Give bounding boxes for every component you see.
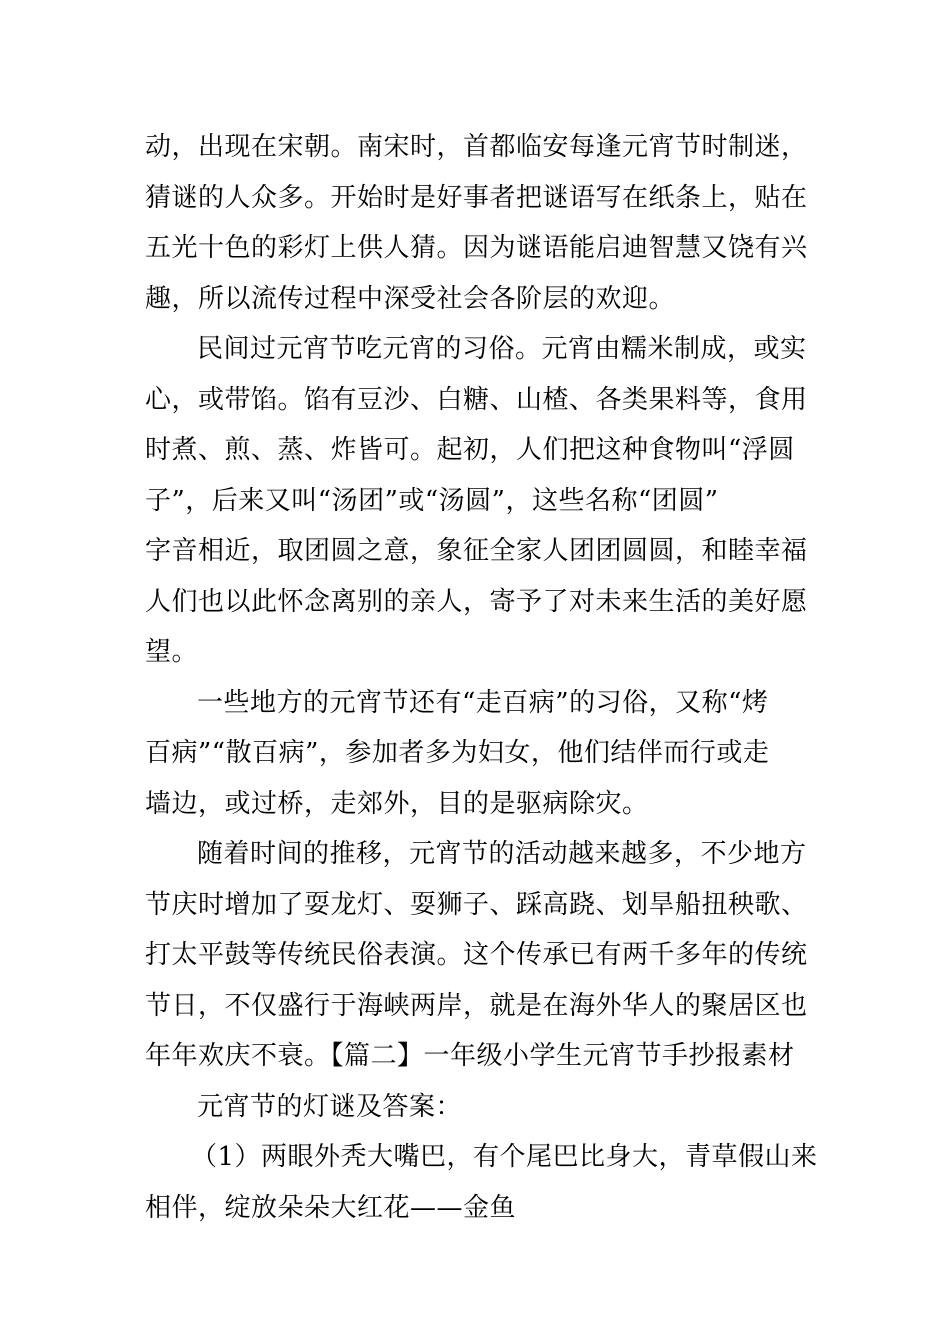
riddle-line: （1）两眼外秃大嘴巴，有个尾巴比身大，青草假山来 bbox=[191, 1142, 818, 1172]
text-line: 节庆时增加了耍龙灯、耍狮子、踩高跷、划旱船扭秧歌、 bbox=[145, 889, 808, 920]
text-line: 墙边，或过桥，走郊外，目的是驱病除灾。 bbox=[145, 788, 649, 819]
paragraph-start-line: 随着时间的推移，元宵节的活动越来越多，不少地方 bbox=[197, 839, 807, 869]
text-line: 五光十色的彩灯上供人猜。因为谜语能启迪智慧又饶有兴 bbox=[145, 233, 808, 263]
text-line: 相伴，绽放朵朵大红花——金鱼 bbox=[145, 1192, 517, 1223]
paragraph-start-line: 民间过元宵节吃元宵的习俗。元宵由糯米制成，或实 bbox=[197, 334, 807, 364]
paragraph-start-line: 元宵节的灯谜及答案： bbox=[197, 1091, 463, 1122]
text-line: 字音相近，取团圆之意，象征全家人团团圆圆，和睦幸福 bbox=[145, 536, 808, 566]
document-body bbox=[145, 122, 818, 1233]
text-line: 望。 bbox=[145, 637, 199, 667]
text-line: 趣，所以流传过程中深受社会各阶层的欢迎。 bbox=[145, 283, 676, 314]
text-line: 动，出现在宋朝。南宋时，首都临安每逢元宵节时制迷， bbox=[145, 132, 808, 162]
text-line: 子”，后来又叫“汤团”或“汤圆”，这些名称“团圆” bbox=[145, 485, 719, 516]
text-line: 人们也以此怀念离别的亲人，寄予了对未来生活的美好愿 bbox=[145, 586, 808, 617]
text-line: 时煮、煎、蒸、炸皆可。起初，人们把这种食物叫“浮圆 bbox=[145, 435, 795, 465]
text-line: 百病”“散百病”，参加者多为妇女，他们结伴而行或走 bbox=[145, 738, 770, 768]
text-line: 打太平鼓等传统民俗表演。这个传承已有两千多年的传统 bbox=[145, 940, 808, 970]
text-line: 心，或带馅。馅有豆沙、白糖、山楂、各类果料等，食用 bbox=[145, 384, 808, 415]
text-line: 猜谜的人众多。开始时是好事者把谜语写在纸条上，贴在 bbox=[145, 182, 808, 213]
text-line: 节日，不仅盛行于海峡两岸，就是在海外华人的聚居区也 bbox=[145, 990, 808, 1021]
paragraph-start-line: 一些地方的元宵节还有“走百病”的习俗，又称“烤 bbox=[197, 687, 769, 718]
text-line: 年年欢庆不衰。【篇二】一年级小学生元宵节手抄报素材 bbox=[145, 1041, 795, 1071]
